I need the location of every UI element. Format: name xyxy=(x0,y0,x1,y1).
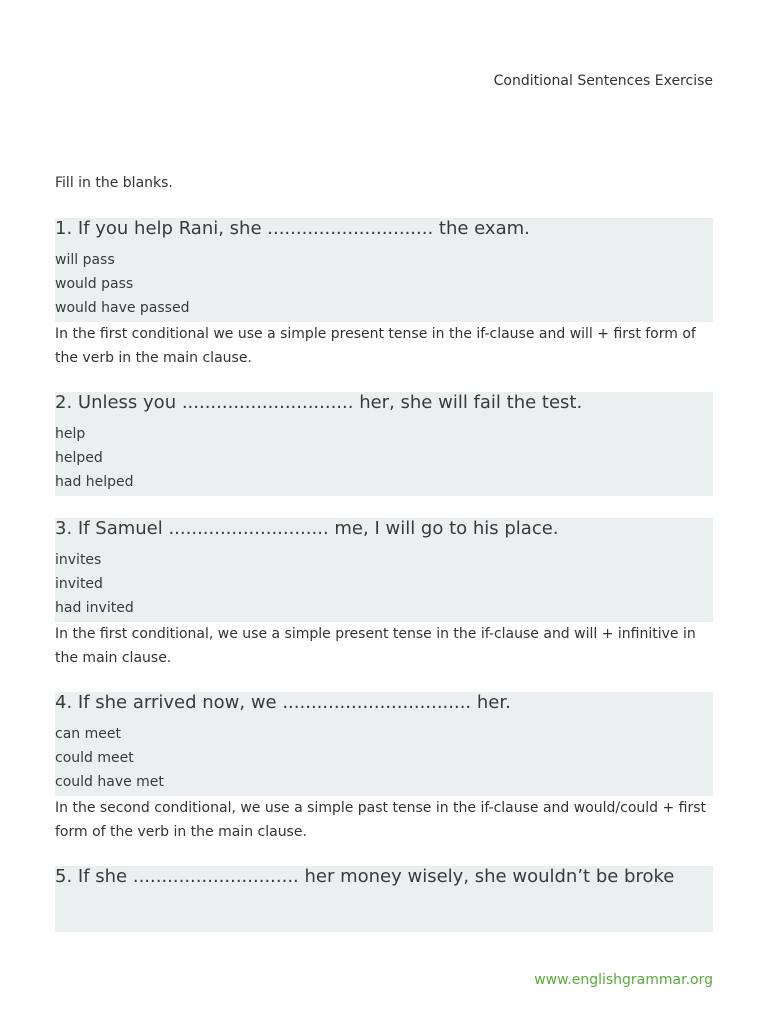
option-c[interactable]: had invited xyxy=(55,600,134,616)
question-2 xyxy=(55,392,713,496)
explanation-text: In the first conditional we use a simple present tense in the if-clause and will + first form of the verb in the main clause. xyxy=(55,326,696,366)
options-list xyxy=(55,548,713,620)
option-a[interactable]: can meet xyxy=(55,726,121,742)
option-c[interactable]: would have passed xyxy=(55,300,190,316)
question-text: 3. If Samuel ............................ me, I will go to his place. xyxy=(55,518,559,539)
option-a[interactable]: invites xyxy=(55,552,102,568)
question-box xyxy=(55,692,713,796)
question-box xyxy=(55,866,713,932)
option-b[interactable]: invited xyxy=(55,576,103,592)
options-list xyxy=(55,248,713,320)
question-text: 2. Unless you .............................. her, she will fail the test. xyxy=(55,392,583,413)
instructions-text: Fill in the blanks. xyxy=(55,175,173,191)
question-text: 4. If she arrived now, we ................................. her. xyxy=(55,692,511,713)
page-title: Conditional Sentences Exercise xyxy=(493,73,713,89)
options-list xyxy=(55,722,713,794)
option-a[interactable]: help xyxy=(55,426,86,442)
options-list xyxy=(55,422,713,494)
option-a[interactable]: will pass xyxy=(55,252,115,268)
option-b[interactable]: helped xyxy=(55,450,103,466)
option-b[interactable]: could meet xyxy=(55,750,134,766)
question-1 xyxy=(55,218,713,370)
question-box xyxy=(55,392,713,496)
question-box xyxy=(55,218,713,322)
question-text: 5. If she ............................. her money wisely, she wouldn’t be broke xyxy=(55,866,675,887)
question-4 xyxy=(55,692,713,844)
option-b[interactable]: would pass xyxy=(55,276,134,292)
question-5 xyxy=(55,866,713,932)
explanation-text: In the second conditional, we use a simple past tense in the if-clause and would/could + first form of the verb in the main clause. xyxy=(55,800,707,840)
question-text: 1. If you help Rani, she ............................. the exam. xyxy=(55,218,530,239)
option-c[interactable]: could have met xyxy=(55,774,164,790)
question-box xyxy=(55,518,713,622)
explanation-text: In the first conditional, we use a simple present tense in the if-clause and will + infinitive in the main clause. xyxy=(55,626,696,666)
question-3 xyxy=(55,518,713,670)
option-c[interactable]: had helped xyxy=(55,474,134,490)
footer-link[interactable]: www.englishgrammar.org xyxy=(534,972,713,988)
question-list xyxy=(55,218,713,954)
